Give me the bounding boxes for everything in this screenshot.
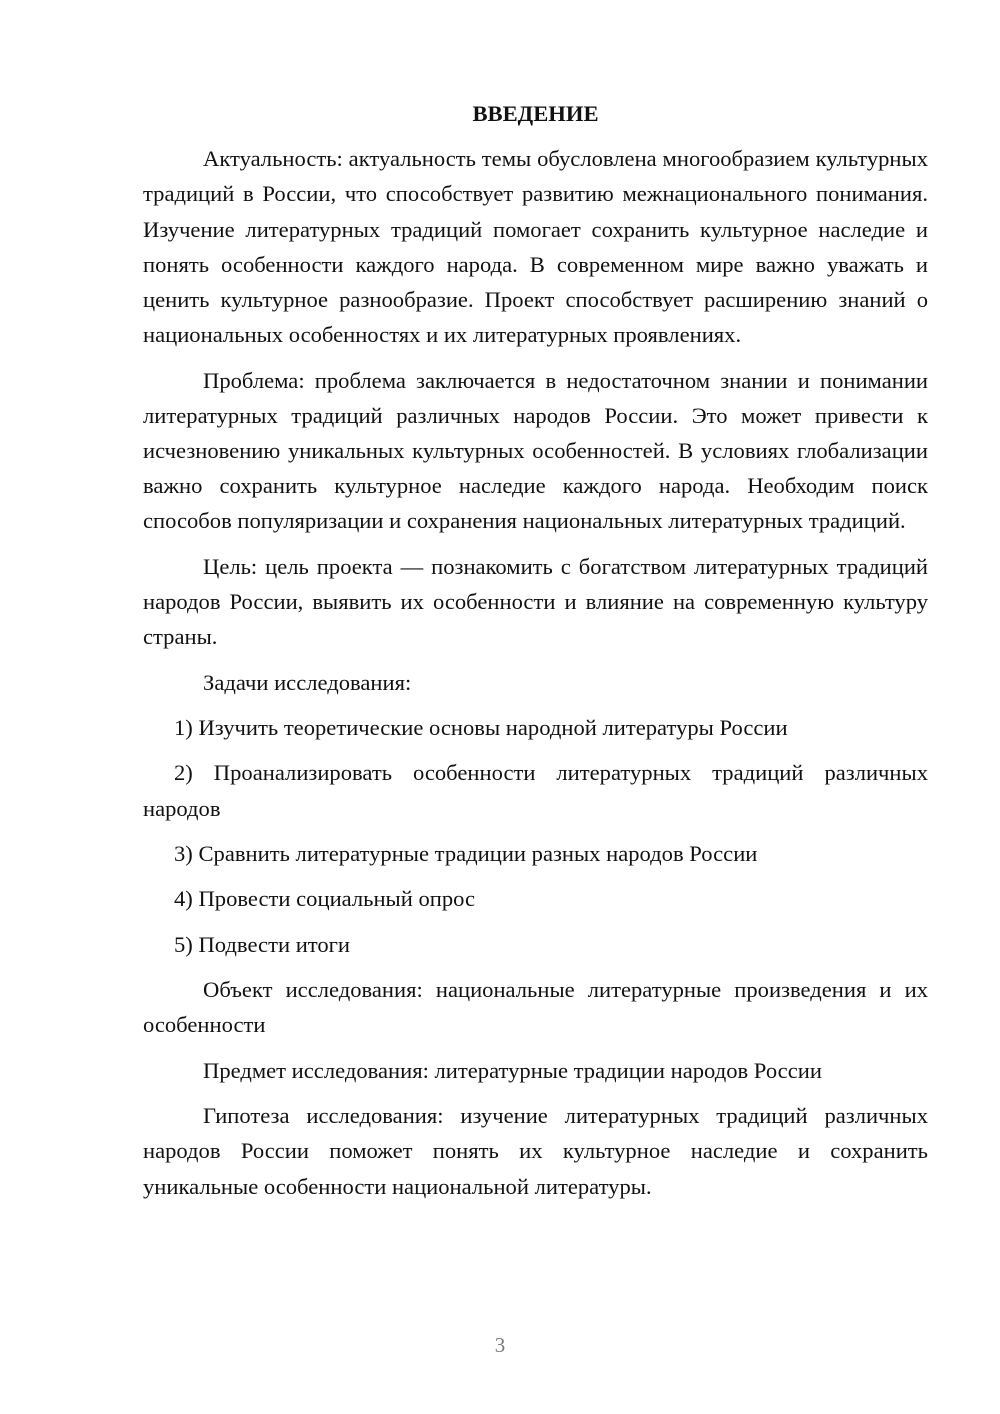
page-number: 3 [494, 1333, 506, 1357]
goal-paragraph: Цель: цель проекта — познакомить с богатством литературных традиций народов России, выявить их особенности и влияние на современную культуру страны. [143, 553, 928, 650]
task-item-1: 1) Изучить теоретические основы народной литературы России [174, 715, 788, 740]
tasks-title: Задачи исследования: [203, 669, 412, 695]
task-item-5: 5) Подвести итоги [174, 931, 351, 957]
subject-paragraph: Предмет исследования: литературные традиции народов России [203, 1057, 822, 1083]
hypothesis-paragraph: Гипотеза исследования: изучение литературных традиций различных народов России поможет понять их культурное наследие и сохранить уникальные особенности национальной литературы. [143, 1103, 928, 1199]
task-item-4: 4) Провести социальный опрос [174, 886, 476, 912]
problem-paragraph: Проблема: проблема заключается в недостаточном знании и понимании литературных традиций различных народов России. Это может привести к исчезновению уникальных культурных особенностей. В условиях глобализации важно сохранить культурное наследие каждого народа. Необходим поиск способов популяризации и сохранения национальных литературных традиций. [143, 367, 928, 534]
document-page [143, 96, 928, 1214]
relevance-paragraph: Актуальность: актуальность темы обусловлена многообразием культурных традиций в России, что способствует развитию межнационального понимания. Изучение литературных традиций помогает сохранить культурное наследие и понять особенности каждого народа. В современном мире важно уважать и ценить культурное разнообразие. Проект способствует расширению знаний о национальных особенностях и их литературных проявлениях. [143, 146, 928, 348]
section-heading: ВВЕДЕНИЕ [472, 101, 599, 126]
object-paragraph: Объект исследования: национальные литературные произведения и их особенности [143, 977, 928, 1038]
task-item-3: 3) Сравнить литературные традиции разных народов России [174, 840, 758, 866]
task-item-2: 2) Проанализировать особенности литературных традиций различных народов [143, 760, 928, 821]
